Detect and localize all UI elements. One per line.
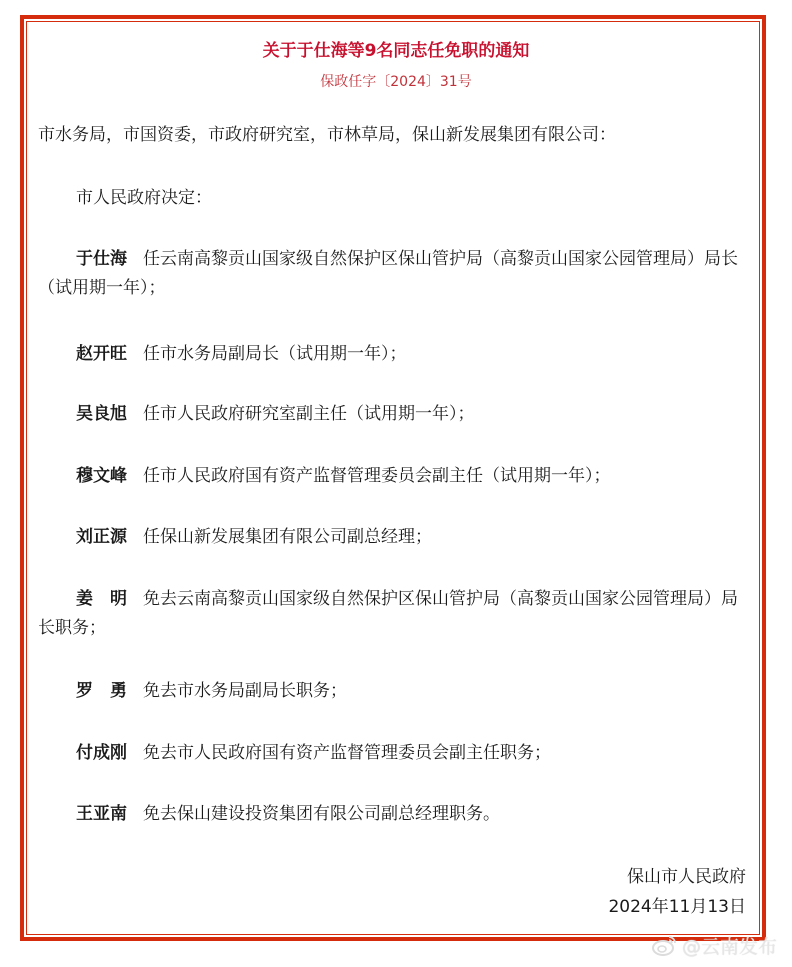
person-name: 于仕海	[76, 249, 127, 269]
appointment-entry	[38, 245, 748, 303]
document-title: 关于于仕海等9名同志任免职的通知	[262, 41, 530, 61]
person-name: 付成刚	[76, 743, 127, 763]
weibo-icon	[652, 934, 678, 956]
appointment-action: 任市人民政府国有资产监督管理委员会副主任（试用期一年）；	[143, 466, 611, 486]
dismissal-action: 免去市水务局副局长职务；	[143, 681, 347, 701]
dismissal-entry	[38, 800, 748, 829]
appointment-action: 任市水务局副局长（试用期一年）；	[143, 344, 407, 364]
appointment-entry	[38, 462, 748, 491]
appointment-action: 任保山新发展集团有限公司副总经理；	[143, 527, 432, 547]
appointment-action: 任市人民政府研究室副主任（试用期一年）；	[143, 404, 475, 424]
signature-block	[608, 862, 746, 922]
person-name: 穆文峰	[76, 466, 127, 486]
issue-date: 2024年11月13日	[608, 897, 746, 917]
decision-intro: 市人民政府决定：	[76, 188, 212, 208]
watermark-text: @云南发布	[682, 935, 778, 958]
appointment-entry	[38, 523, 748, 552]
person-name: 姜 明	[76, 589, 127, 609]
person-name: 吴良旭	[76, 404, 127, 424]
dismissal-entry	[38, 677, 748, 706]
issuer-name: 保山市人民政府	[627, 867, 746, 887]
dismissal-entry	[38, 739, 748, 768]
person-name: 王亚南	[76, 804, 127, 824]
dismissal-action: 免去市人民政府国有资产监督管理委员会副主任职务；	[143, 743, 551, 763]
person-name: 罗 勇	[76, 681, 127, 701]
addressee-line: 市水务局，市国资委，市政府研究室，市林草局，保山新发展集团有限公司：	[38, 125, 616, 145]
weibo-watermark	[652, 931, 777, 959]
appointment-action: 任云南高黎贡山国家级自然保护区保山管护局（高黎贡山国家公园管理局）局长（试用期一年）；	[38, 249, 738, 298]
dismissal-action: 免去云南高黎贡山国家级自然保护区保山管护局（高黎贡山国家公园管理局）局长职务；	[38, 589, 738, 638]
dismissal-action: 免去保山建设投资集团有限公司副总经理职务。	[143, 804, 500, 824]
person-name: 刘正源	[76, 527, 127, 547]
appointment-entry	[38, 400, 748, 429]
document-number: 保政任字〔2024〕31号	[320, 74, 472, 90]
person-name: 赵开旺	[76, 344, 127, 364]
dismissal-entry	[38, 585, 748, 643]
appointment-entry	[38, 340, 748, 369]
